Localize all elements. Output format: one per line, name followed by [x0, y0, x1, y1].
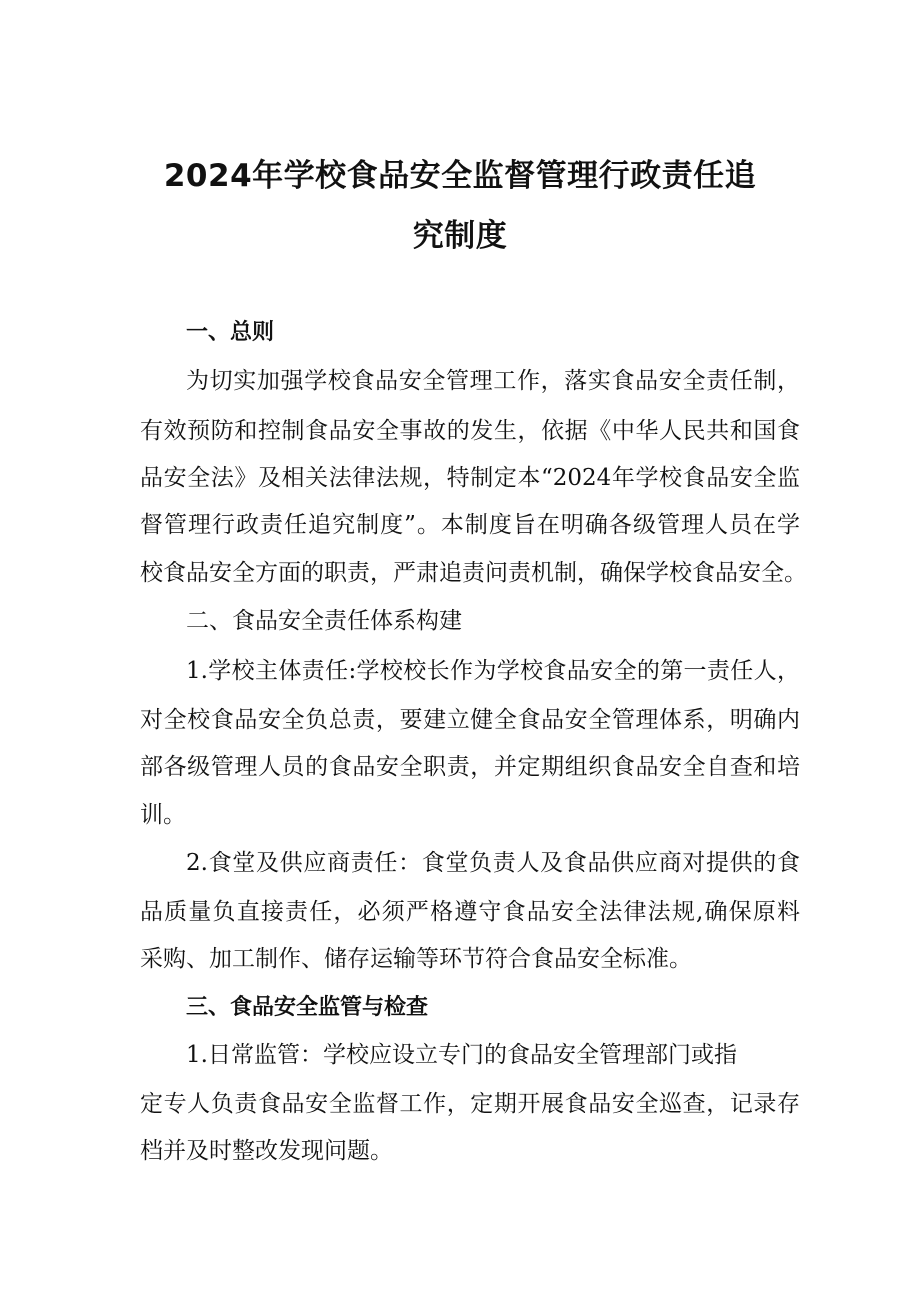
- document-title-line-2: 究制度: [412, 218, 508, 254]
- section-1-heading: 一、总则: [186, 320, 275, 345]
- section-2-item-1-line-4: 训。: [140, 802, 186, 828]
- section-2-item-2-line-3: 采购、加工制作、储存运输等环节符合食品安全标准。: [140, 946, 692, 972]
- section-1-line-3: 品安全法》及相关法律法规，特制定本“2024年学校食品安全监: [140, 465, 800, 491]
- section-2-item-1-line-1: 1.学校主体责任:学校校长作为学校食品安全的第一责任人，: [186, 658, 800, 684]
- document-title-line-1: 2024年学校食品安全监督管理行政责任追: [163, 158, 757, 194]
- section-1-line-5: 校食品安全方面的职责，严肃追责问责机制，确保学校食品安全。: [140, 560, 807, 586]
- section-1-line-1: 为切实加强学校食品安全管理工作，落实食品安全责任制，: [186, 368, 800, 394]
- section-2-item-1-line-3: 部各级管理人员的食品安全职责，并定期组织食品安全自查和培: [140, 754, 800, 780]
- section-2-item-2-line-1: 2.食堂及供应商责任：食堂负责人及食品供应商对提供的食: [186, 850, 800, 876]
- section-2-heading: 二、食品安全责任体系构建: [186, 608, 462, 634]
- section-3-heading: 三、食品安全监管与检查: [186, 995, 429, 1020]
- section-3-item-1-line-2: 定专人负责食品安全监督工作，定期开展食品安全巡查，记录存: [140, 1091, 800, 1117]
- section-2-item-2-line-2: 品质量负直接责任，必须严格遵守食品安全法律法规,确保原料: [140, 899, 800, 925]
- section-1-line-2: 有效预防和控制食品安全事故的发生，依据《中华人民共和国食: [140, 418, 800, 444]
- section-3-item-1-line-3: 档并及时整改发现问题。: [140, 1138, 393, 1164]
- section-2-item-1-line-2: 对全校食品安全负总责，要建立健全食品安全管理体系，明确内: [140, 707, 800, 733]
- section-3-item-1-line-1: 1.日常监管：学校应设立专门的食品安全管理部门或指: [186, 1042, 737, 1068]
- section-1-line-4: 督管理行政责任追究制度”。本制度旨在明确各级管理人员在学: [140, 512, 800, 538]
